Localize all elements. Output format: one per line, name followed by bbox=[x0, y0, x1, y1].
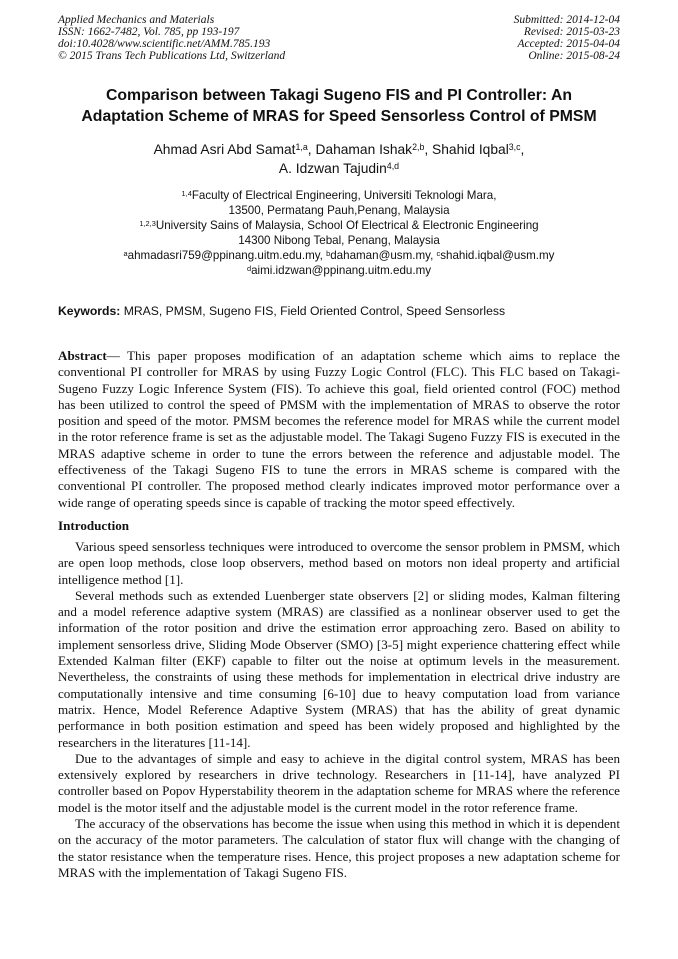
date-revised: Revised: 2015-03-23 bbox=[523, 26, 620, 38]
abstract-body: — This paper proposes modification of an adaptation scheme which aims to replace the conventional PI controller for MRAS by using Fuzzy Logic Control (FLC). This FLC based on Takagi-Sugeno Fuzzy Logic Inference System (FIS). To achieve this goal, field oriented control (FOC) method has been utilized to control the speed of PMSM with the implementation of MRAS to observe the rotor position and speed of the motor. PMSM becomes the reference model for MRAS while the current model in the rotor reference frame is set as the adjustable model. The Takagi Sugeno Fuzzy FIS is executed in the MRAS adaptive scheme in order to tune the errors between the reference and adjustable model. The effectiveness of the Takagi Sugeno FIS to tune the errors in MRAS scheme is compared with the conventional PI controller. The proposed method clearly indicates improved motor performance over a wide range of operating speeds since is capable of tracking the motor speed effectively. bbox=[58, 348, 620, 510]
keywords-label: Keywords: bbox=[58, 304, 121, 318]
affiliation-line-1: $^{1,4}$Faculty of Electrical Engineering, Universiti Teknologi Mara, bbox=[181, 188, 497, 202]
journal-copyright: © 2015 Trans Tech Publications Ltd, Switzerland bbox=[58, 50, 286, 62]
journal-name: Applied Mechanics and Materials bbox=[58, 14, 215, 26]
journal-header bbox=[58, 14, 620, 62]
abstract-paragraph bbox=[58, 348, 620, 511]
paper-title-line-1: Comparison between Takagi Sugeno FIS and PI Controller: An bbox=[105, 87, 573, 104]
authors-line-1: Ahmad Asri Abd Samat$^{1,a}$, Dahaman Ishak$^{2,b}$, Shahid Iqbal$^{3,c}$, bbox=[153, 142, 525, 157]
paper-title bbox=[30, 85, 648, 127]
keywords-text: MRAS, PMSM, Sugeno FIS, Field Oriented Control, Speed Sensorless bbox=[120, 304, 506, 318]
affiliation-line-4: 14300 Nibong Tebal, Penang, Malaysia bbox=[238, 234, 440, 247]
author-emails-line-1: $^a$ahmadasri759@ppinang.uitm.edu.my, $^b$dahaman@usm.my, $^c$shahid.iqbal@usm.my bbox=[123, 248, 555, 262]
affiliation-line-3: $^{1,2,3}$University Sains of Malaysia, School Of Electrical & Electronic Engineering bbox=[139, 218, 539, 232]
intro-paragraph-2: Several methods such as extended Luenberger state observers [2] or sliding modes, Kalman filtering and a model reference adaptive system (MRAS) are classified as a nonlinear observer used to get the information of the rotor position and drive the estimation error approaching zero. Based on ability to implement sensorless drive, Sliding Mode Observer (SMO) [3-5] might experience chattering effect while Extended Kalman filter (EKF) capable to filter out the noise at optimum levels in the measurement. Nevertheless, the constraints of using these methods for implementation in electrical drive industry are computationally intensive and time consuming [6-10] due to heavy computation load from variance matrix. Hence, Model Reference Adaptive System (MRAS) that has the ability of great dynamic performance in both position estimation and speed has been widely proposed and highlighted by the researchers in the literatures [11-14]. bbox=[58, 587, 620, 750]
intro-paragraph-1: Various speed sensorless techniques were introduced to overcome the sensor problem in PMSM, which are open loop methods, close loop observers, method based on motors non ideal property and artificial intelligence method [1]. bbox=[58, 538, 620, 587]
date-accepted: Accepted: 2015-04-04 bbox=[517, 38, 620, 50]
keywords-line bbox=[58, 304, 620, 319]
submission-dates bbox=[514, 14, 620, 62]
journal-info bbox=[58, 14, 285, 62]
date-submitted: Submitted: 2014-12-04 bbox=[513, 14, 620, 26]
authors-line-2: A. Idzwan Tajudin$^{4,d}$ bbox=[278, 161, 400, 176]
author-list bbox=[0, 140, 678, 178]
abstract-label: Abstract bbox=[58, 348, 107, 363]
affiliations bbox=[0, 188, 678, 278]
journal-issn-volume: ISSN: 1662-7482, Vol. 785, pp 193-197 bbox=[58, 26, 240, 38]
date-online: Online: 2015-08-24 bbox=[528, 50, 620, 62]
intro-paragraph-3: Due to the advantages of simple and easy to achieve in the digital control system, MRAS has been extensively explored by researchers in drive technology. Researchers in [11-14], have analyzed PI controller based on Popov Hyperstability theorem in the adaptation scheme for MRAS where the reference model is the motor itself and the adjustable model is the current model in the rotor reference frame. bbox=[58, 750, 620, 815]
journal-doi: doi:10.4028/www.scientific.net/AMM.785.193 bbox=[58, 38, 271, 50]
paper-title-line-2: Adaptation Scheme of MRAS for Speed Sensorless Control of PMSM bbox=[81, 108, 597, 125]
author-emails-line-2: $^d$aimi.idzwan@ppinang.uitm.edu.my bbox=[246, 263, 432, 277]
section-heading-introduction: Introduction bbox=[58, 517, 130, 533]
affiliation-line-2: 13500, Permatang Pauh,Penang, Malaysia bbox=[228, 204, 450, 217]
intro-paragraph-4: The accuracy of the observations has become the issue when using this method in which it is dependent on the accuracy of the motor parameters. The calculation of stator flux will change with the changing of the stator resistance when the temperature rises. Hence, this project proposes a new adaptation scheme for MRAS with the implementation of Takagi Sugeno FIS. bbox=[58, 816, 620, 880]
